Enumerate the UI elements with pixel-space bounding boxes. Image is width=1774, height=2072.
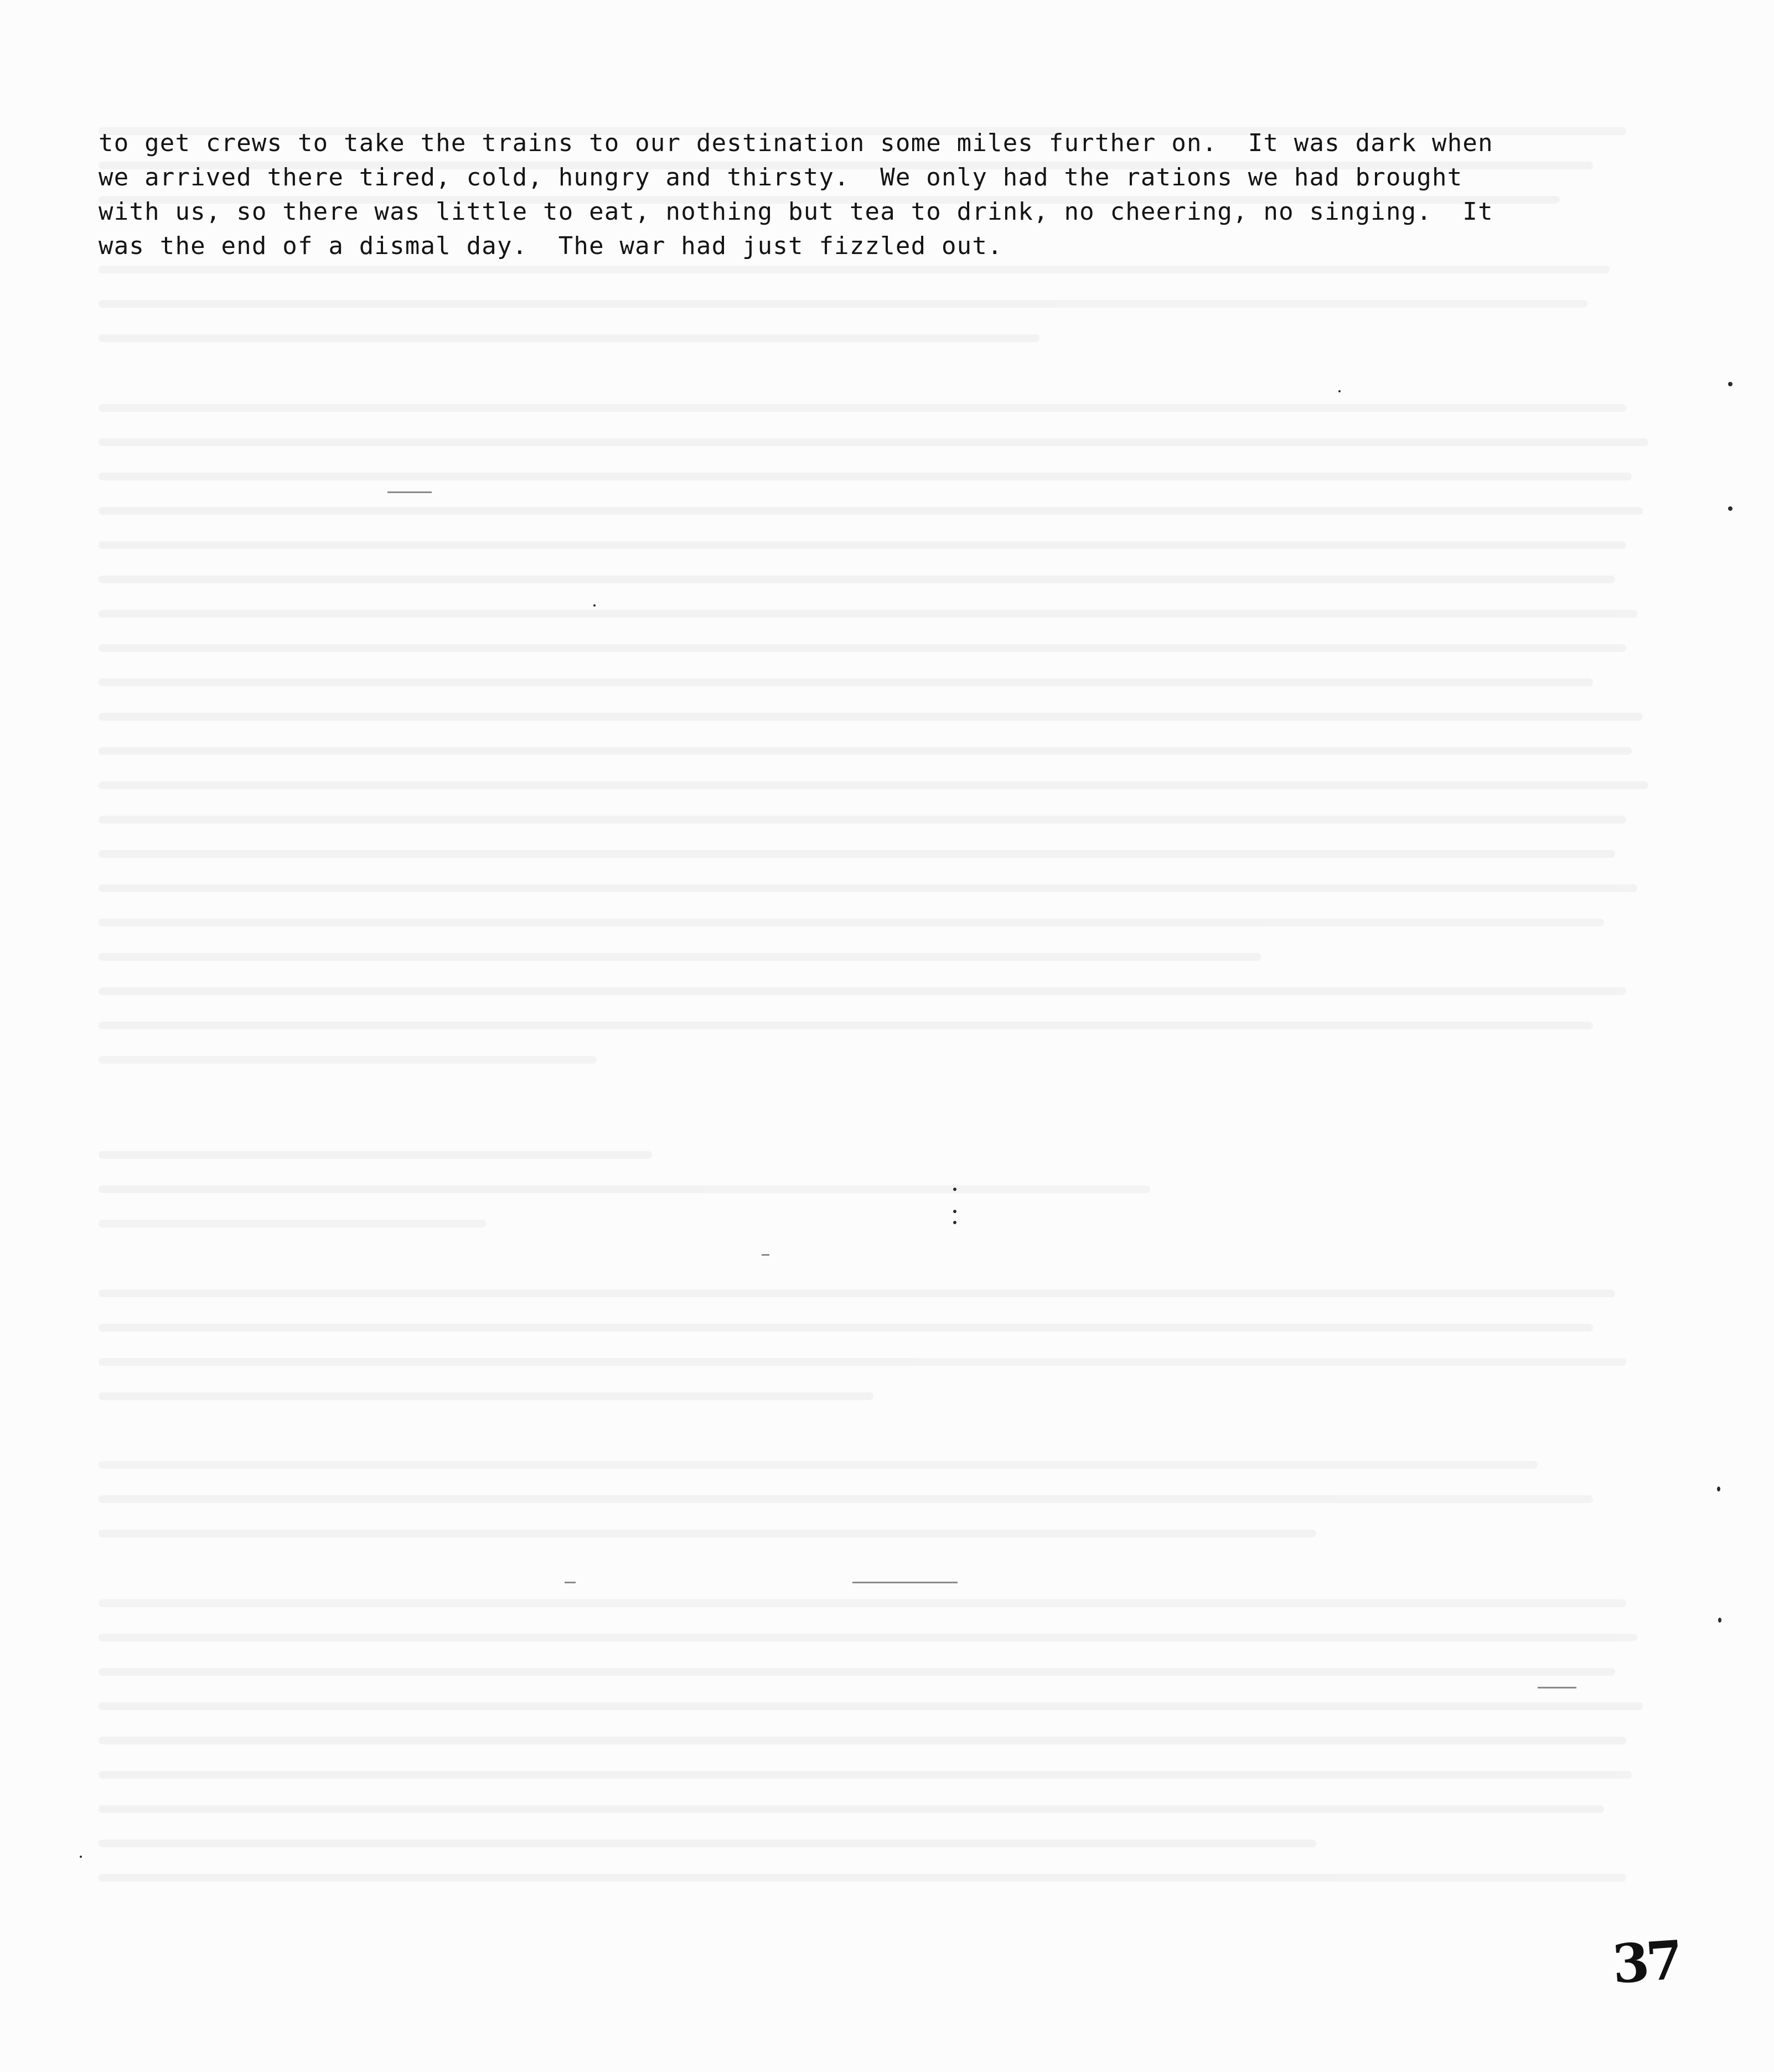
text-line: we arrived there tired, cold, hungry and thirsty. We only had the rations we had brought <box>99 163 1463 191</box>
scan-speck <box>953 1210 956 1213</box>
typed-paragraph <box>99 126 1582 263</box>
scan-speck <box>953 1188 956 1191</box>
scan-speck <box>1717 1486 1720 1491</box>
scan-speck <box>80 1856 82 1858</box>
stray-mark <box>387 491 432 493</box>
bleed-through-text <box>99 127 1682 1954</box>
stray-mark <box>565 1582 576 1583</box>
scan-speck <box>1718 1618 1721 1623</box>
stray-mark <box>1538 1687 1576 1688</box>
scan-speck <box>1728 506 1732 511</box>
text-line: with us, so there was little to eat, nothing but tea to drink, no cheering, no singing. It <box>99 198 1493 226</box>
scan-speck <box>593 604 596 607</box>
text-line: to get crews to take the trains to our destination some miles further on. It was dark when <box>99 129 1493 157</box>
scan-speck <box>1728 382 1732 386</box>
page-number: 37 <box>1610 1928 1682 1996</box>
stray-mark <box>762 1254 769 1256</box>
scan-speck <box>1338 390 1341 392</box>
text-line: was the end of a dismal day. The war had just fizzled out. <box>99 232 1003 260</box>
stray-mark <box>852 1582 958 1583</box>
scan-speck <box>953 1221 956 1224</box>
